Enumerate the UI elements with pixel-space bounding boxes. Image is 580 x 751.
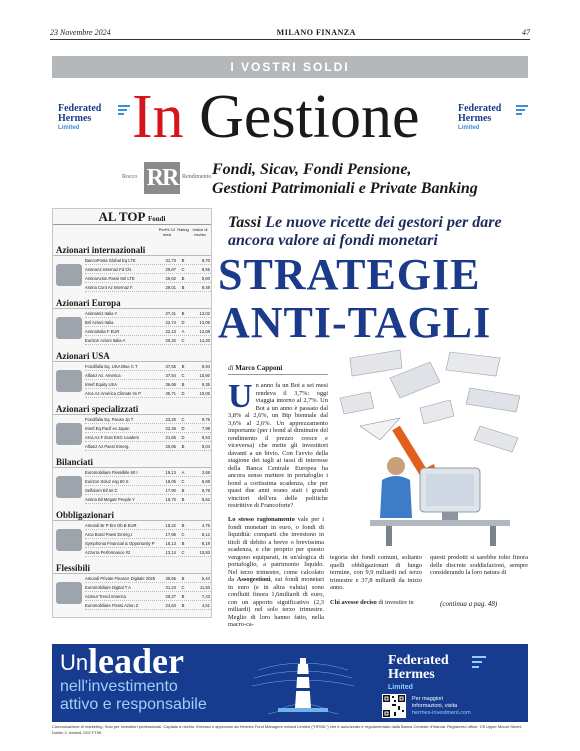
fund-performance: 35,71: [165, 391, 176, 396]
fund-performance: 31,73: [165, 258, 176, 263]
fund-category-rows: [53, 468, 211, 504]
table-row: [85, 424, 211, 433]
fund-rating: B: [181, 382, 185, 387]
fund-performance: 19,13: [165, 470, 176, 475]
fund-category-rows: [53, 256, 211, 292]
rr-right-text: Rendimento: [182, 174, 212, 180]
fund-rating: C: [181, 479, 185, 484]
masthead-in: In: [132, 83, 184, 151]
fund-rating: B: [181, 541, 185, 546]
fund-rating: B: [181, 576, 185, 581]
fund-name: Euromobiliare Flessi.Azion Z: [85, 603, 139, 608]
investor-at-computer: [370, 457, 510, 546]
fund-performance: 31,24: [165, 585, 176, 590]
fund-rating: D: [181, 426, 185, 431]
fund-risk-index: 8,70: [201, 258, 210, 263]
page-number: 47: [521, 28, 530, 37]
fund-performance: 29,62: [165, 276, 176, 281]
article-column-1: [228, 378, 328, 510]
fund-risk-index: 12,68: [199, 329, 210, 334]
fund-rating: C: [181, 373, 185, 378]
fund-risk-index: 7,43: [201, 594, 210, 599]
fund-name: Arca Bond Paesi Emerg.I: [85, 532, 133, 537]
fund-name: Anima Bil Megatr People Y: [85, 497, 135, 502]
ad-disclaimer: Comunicazione di marketing. Solo per investitori professionali. Capitale a rischio. Emesso e approvato da Hermes Fund Managers Ireland Limited ("HFMIL") che è autorizzato e regolamentato dalla Banca Centrale d'Irlanda. Registered office: 7/8 Upper Mount Street, Dublin 2, Ireland, D02 FT59.: [52, 724, 522, 735]
fund-performance: 29,01: [165, 285, 176, 290]
logo-bars-icon: [118, 105, 130, 117]
logo-text-line1: Federated: [58, 103, 102, 114]
ad-leader: leader: [88, 644, 184, 681]
table-row: [85, 318, 211, 327]
fund-performance: 22,74: [165, 320, 176, 325]
fund-performance: 13,14: [165, 550, 176, 555]
table-row: [85, 495, 211, 504]
fund-risk-index: 8,12: [201, 532, 210, 537]
fund-name: AnimaAzion.Paesi Sel LTE: [85, 276, 135, 281]
rocco-rendimento-logo: [122, 162, 212, 194]
ad-line2: nell'investimento: [60, 678, 178, 695]
table-row: [85, 539, 211, 548]
table-row: [85, 327, 211, 336]
fund-risk-index: 8,04: [201, 444, 210, 449]
fund-category-title: Azionari USA: [53, 350, 211, 362]
kicker-text: Le nuove ricette dei gestori per dare ancora valore ai fondi monetari: [228, 214, 502, 249]
fund-rating: B: [181, 497, 185, 502]
fund-rating: B: [181, 488, 185, 493]
fund-name: Symphonia Financial & Opportunity P: [85, 541, 155, 546]
table-row: [85, 415, 211, 424]
fund-name: Interf.Eq.Pacif ex Japan: [85, 426, 130, 431]
fund-risk-index: 4,61: [201, 603, 210, 608]
fund-category-rows: [53, 521, 211, 557]
fund-rating: B: [181, 594, 185, 599]
headline-line2: ANTI-TAGLI: [218, 298, 492, 347]
fund-rating: C: [181, 550, 185, 555]
top-funds-title: [53, 209, 211, 225]
logo-text-line3: Limited: [58, 125, 80, 131]
fund-performance: 21,65: [165, 435, 176, 440]
column-2-lead: Lo stesso ragionamento: [228, 516, 295, 523]
fund-rating: B: [181, 603, 185, 608]
fund-performance: 24,63: [165, 603, 176, 608]
fund-rating: C: [181, 338, 185, 343]
logo-text-line2: Hermes: [458, 113, 492, 124]
fund-risk-index: 13,02: [199, 311, 210, 316]
fund-rating: B: [181, 523, 185, 528]
fund-performance: 17,90: [165, 488, 176, 493]
fund-risk-index: 4,75: [201, 523, 210, 528]
table-row: [85, 371, 211, 380]
table-row: [85, 389, 211, 398]
fund-name: Euromobiliare Flessibile 60 I: [85, 470, 138, 475]
top-funds-categories: [53, 244, 211, 610]
fund-performance: 37,55: [165, 364, 176, 369]
author-name: Marco Capponi: [235, 364, 283, 372]
fund-name: Azzurra Performance #2: [85, 550, 131, 555]
ad-brand-line2: Hermes: [388, 667, 435, 682]
table-row: [85, 274, 211, 283]
logo-text-line3: Limited: [458, 125, 480, 131]
masthead-title: [132, 82, 462, 152]
section-banner: I VOSTRI SOLDI: [52, 56, 528, 78]
ad-logo-bars-icon: [472, 656, 486, 671]
fund-category-title: Flessibili: [53, 562, 211, 574]
table-row: [85, 283, 211, 292]
table-row: [85, 265, 211, 274]
table-column-headers: [53, 225, 211, 239]
fund-risk-index: 10,60: [199, 373, 210, 378]
category-thumbnail-image: [56, 476, 82, 498]
table-row: [85, 574, 211, 583]
fund-performance: 37,54: [165, 373, 176, 378]
fund-category-title: Azionari Europa: [53, 297, 211, 309]
table-row: [85, 601, 211, 610]
fund-risk-index: 10,83: [199, 550, 210, 555]
fund-performance: 16,70: [165, 497, 176, 502]
ad-url-link[interactable]: hermes-investment.com: [412, 710, 471, 716]
fund-risk-index: 6,78: [201, 488, 210, 493]
fund-performance: 27,41: [165, 311, 176, 316]
fund-category-rows: [53, 415, 211, 451]
fund-name: Euromobiliare Digital T A: [85, 585, 131, 590]
ad-brand-line1: Federated: [388, 653, 449, 668]
fund-rating: B: [181, 444, 185, 449]
fund-risk-index: 6,68: [201, 479, 210, 484]
headline-line1: STRATEGIE: [218, 250, 481, 299]
article-column-3: [330, 554, 422, 607]
col-header-rating: Rating: [177, 227, 189, 232]
article-column-4: [430, 554, 528, 577]
rr-mark: RR: [144, 162, 180, 194]
fund-name: Eurizon Soluz esg 60 S: [85, 479, 129, 484]
fund-performance: 20,65: [165, 444, 176, 449]
fund-name: AnimaItalia F EUR: [85, 329, 120, 334]
fund-rating: D: [181, 391, 185, 396]
qr-code-icon[interactable]: [382, 694, 406, 718]
fund-risk-index: 8,19: [201, 541, 210, 546]
drop-cap: U: [228, 378, 253, 415]
fund-risk-index: 6,62: [201, 497, 210, 502]
fund-risk-index: 2,68: [201, 470, 210, 475]
federated-hermes-logo-left: [58, 104, 133, 131]
fund-rating: B: [181, 285, 185, 290]
fund-rating: B: [181, 364, 185, 369]
fund-risk-index: 8,60: [201, 276, 210, 281]
page-header: [50, 28, 530, 40]
column-2-text-a: vale per i fondi monetari in euro, o fondi di liquidità: comparti che investono in titoli di debito a breve o brevissima scadenza, e che proprio per questo vengono equiparati, in un'alogica di portafoglio, a patrimonio liquido. Nel terzo trimestre, come calcolato da: [228, 516, 325, 583]
ad-un: Un: [60, 650, 89, 675]
fund-performance: 22,36: [165, 426, 176, 431]
fund-rating: B: [181, 276, 185, 281]
table-row: [85, 442, 211, 451]
fund-category-title: Bilanciati: [53, 456, 211, 468]
fund-name: Amundi Private Finance Digitale 2025: [85, 576, 156, 581]
column-3-lead: Chi avesse deciso: [330, 599, 377, 606]
subtitle-line1: Fondi, Sicav, Fondi Pensione,: [212, 161, 412, 178]
fund-risk-index: 10,06: [199, 391, 210, 396]
paper-plane-icon: [360, 418, 400, 440]
fund-risk-index: 11,50: [199, 585, 210, 590]
fund-rating: A: [181, 470, 185, 475]
fund-risk-index: 6,44: [201, 576, 210, 581]
fund-performance: 17,86: [165, 532, 176, 537]
falling-bond-notes: [340, 350, 520, 452]
fund-name: Azimut Trend America: [85, 594, 126, 599]
column-3-text-a: tegoria dei fondi comuni, soltanto quelli obbligazionari di lungo termine, con 9,9 miliardi nel terzo trimestre e 37,8 miliardi da inizio anno.: [330, 554, 422, 591]
col-header-risk: Indice di rischio: [192, 227, 208, 237]
table-row: [85, 486, 211, 495]
fund-name: Bnl Azioni Italia: [85, 320, 114, 325]
table-row: [85, 362, 211, 371]
fund-rating: B: [181, 258, 185, 263]
table-row: [85, 530, 211, 539]
masthead-gestione: Gestione: [183, 83, 420, 151]
column-2-text-b: , sui fondi monetari in euro (e in altra valuta) sono confluiti finora 1,6miliardi di euro, con un apporto significativo (2,3 miliardi) nel solo terzo trimestre. Meglio di loro hanno fatto, nella macro-ca-: [228, 576, 324, 628]
fund-risk-index: 8,55: [201, 267, 210, 272]
fund-name: AnimaIniz.Italia Y: [85, 311, 118, 316]
table-row: [85, 256, 211, 265]
fund-name: Arca Az.America Climate Im P: [85, 391, 142, 396]
fund-name: Interf.Equity USA: [85, 382, 118, 387]
rr-left-text: Rocco: [122, 174, 138, 180]
newspaper-name: MILANO FINANZA: [276, 28, 356, 37]
fund-performance: 35,55: [165, 576, 176, 581]
col-header-perf: Perf% 12 mesi: [158, 227, 176, 237]
ad-info-text: [412, 696, 471, 717]
bonds-illustration: [330, 348, 528, 548]
category-thumbnail-image: [56, 264, 82, 286]
fund-rating: B: [181, 311, 185, 316]
fund-risk-index: 8,48: [201, 285, 210, 290]
byline-prefix: di: [228, 364, 236, 372]
fund-risk-index: 9,35: [201, 382, 210, 387]
fund-risk-index: 14,20: [199, 338, 210, 343]
table-row: [85, 309, 211, 318]
fund-name: Selfdorm Bil Int C: [85, 488, 118, 493]
fund-rating: C: [181, 532, 185, 537]
lighthouse-icon: [248, 648, 358, 718]
fund-name: Fondifalia Eq. Pacwx Jp T: [85, 417, 134, 422]
category-thumbnail-image: [56, 317, 82, 339]
table-row: [85, 433, 211, 442]
column-3-text-b: di investire in: [376, 599, 414, 606]
ad-brand-logo: [388, 654, 449, 691]
fund-category-title: Obbligazionari: [53, 509, 211, 521]
fund-rating: D: [181, 320, 185, 325]
continuation-note: (continua a pag. 48): [440, 600, 498, 608]
ad-info-line2: informazioni, visita: [412, 703, 458, 709]
ad-brand-line3: Limited: [388, 684, 413, 691]
fund-performance: 22,13: [165, 329, 176, 334]
assogestioni-name: Assogestioni: [236, 576, 271, 583]
subtitle-line2: Gestioni Patrimoniali e Private Banking: [212, 180, 478, 197]
category-thumbnail-image: [56, 370, 82, 392]
fund-name: AnimaAz.Internaz.Fd Cls: [85, 267, 132, 272]
ad-line3: attivo e responsabile: [60, 696, 207, 713]
federated-hermes-advertisement[interactable]: [52, 644, 528, 722]
article-kicker: [228, 214, 528, 250]
fund-rating: C: [181, 267, 185, 272]
top-funds-title-small: Fondi: [147, 215, 166, 223]
ad-info-line1: Per maggiori: [412, 696, 444, 702]
kicker-bold: Tassi: [228, 214, 262, 231]
logo-text-line1: Federated: [458, 103, 502, 114]
category-thumbnail-image: [56, 423, 82, 445]
table-row: [85, 521, 211, 530]
table-row: [85, 592, 211, 601]
col-header-fund: [53, 227, 158, 239]
fund-name: Anima Cont Az Internaz F: [85, 285, 133, 290]
fund-category-rows: [53, 574, 211, 610]
logo-bars-icon: [516, 105, 528, 117]
fund-performance: 15,13: [165, 541, 176, 546]
fund-performance: 18,06: [165, 479, 176, 484]
top-funds-table: [52, 208, 212, 618]
fund-name: Allianz Az.Paesi Emerg.: [85, 444, 130, 449]
fund-performance: 29,67: [165, 267, 176, 272]
fund-performance: 18,22: [165, 523, 176, 528]
fund-risk-index: 8,53: [201, 435, 210, 440]
category-thumbnail-image: [56, 582, 82, 604]
column-4-text: questi prodotti si sarebbe tolto finora delle discrete soddisfazioni, sempre considerando la loro natura di: [430, 554, 528, 576]
fund-risk-index: 13,06: [199, 320, 210, 325]
table-row: [85, 477, 211, 486]
fund-category-title: Azionari specializzati: [53, 403, 211, 415]
logo-text-line2: Hermes: [58, 113, 92, 124]
fund-name: Amundi Br P Em Ob B EUR: [85, 523, 137, 528]
fund-name: Eurizon Azioni Italia A: [85, 338, 126, 343]
table-row: [85, 548, 211, 557]
article-byline: [228, 364, 328, 375]
article-column-2: [228, 516, 324, 629]
fund-performance: 23,26: [165, 417, 176, 422]
column-1-text: n anno fa un Bot a sei mesi rendeva il 3,7%: oggi viaggia intorno al 2,7%. Un Bot a un anno è passato dal 3,8% al 2,6%, un Btp biennale dal 3,6% al 2,6%. Un apprezzamento importante (per i bond al diminuire del rendimento il prezzo cresce e viceversa) che mette gli investitori davanti a un bivio. Con l'avvio della stagione dei tagli ai tassi di interesse della Banca Centrale Europea ha ancora senso mettere in portafoglio i bond a cortissima scadenza, che per quasi due anni erano stati i grandi vincitori dell'era delle politiche restrittive di Francoforte?: [228, 382, 328, 509]
fund-performance: 36,66: [165, 382, 176, 387]
fund-rating: D: [181, 435, 185, 440]
table-row: [85, 336, 211, 345]
fund-performance: 29,27: [165, 594, 176, 599]
fund-rating: A: [181, 329, 185, 334]
fund-rating: C: [181, 585, 185, 590]
table-row: [85, 583, 211, 592]
fund-risk-index: 7,99: [201, 426, 210, 431]
fund-risk-index: 9,94: [201, 364, 210, 369]
fund-performance: 20,32: [165, 338, 176, 343]
table-row: [85, 468, 211, 477]
issue-date: 23 Novembre 2024: [50, 28, 111, 37]
fund-name: Allianz Az. America: [85, 373, 121, 378]
top-funds-title-text: AL TOP: [98, 209, 145, 224]
category-thumbnail-image: [56, 529, 82, 551]
fund-name: Fondifalia Eq. USA Blue C T: [85, 364, 138, 369]
fund-category-title: Azionari internazionali: [53, 244, 211, 256]
fund-category-rows: [53, 362, 211, 398]
masthead-subtitle: [212, 160, 522, 198]
fund-risk-index: 9,76: [201, 417, 210, 422]
federated-hermes-logo-right: [458, 104, 530, 131]
fund-category-rows: [53, 309, 211, 345]
fund-rating: C: [181, 417, 185, 422]
fund-name: BancoPosta Global Eq LTE: [85, 258, 136, 263]
fund-name: Arca Az.F Eust ESG Leaders: [85, 435, 139, 440]
table-row: [85, 380, 211, 389]
